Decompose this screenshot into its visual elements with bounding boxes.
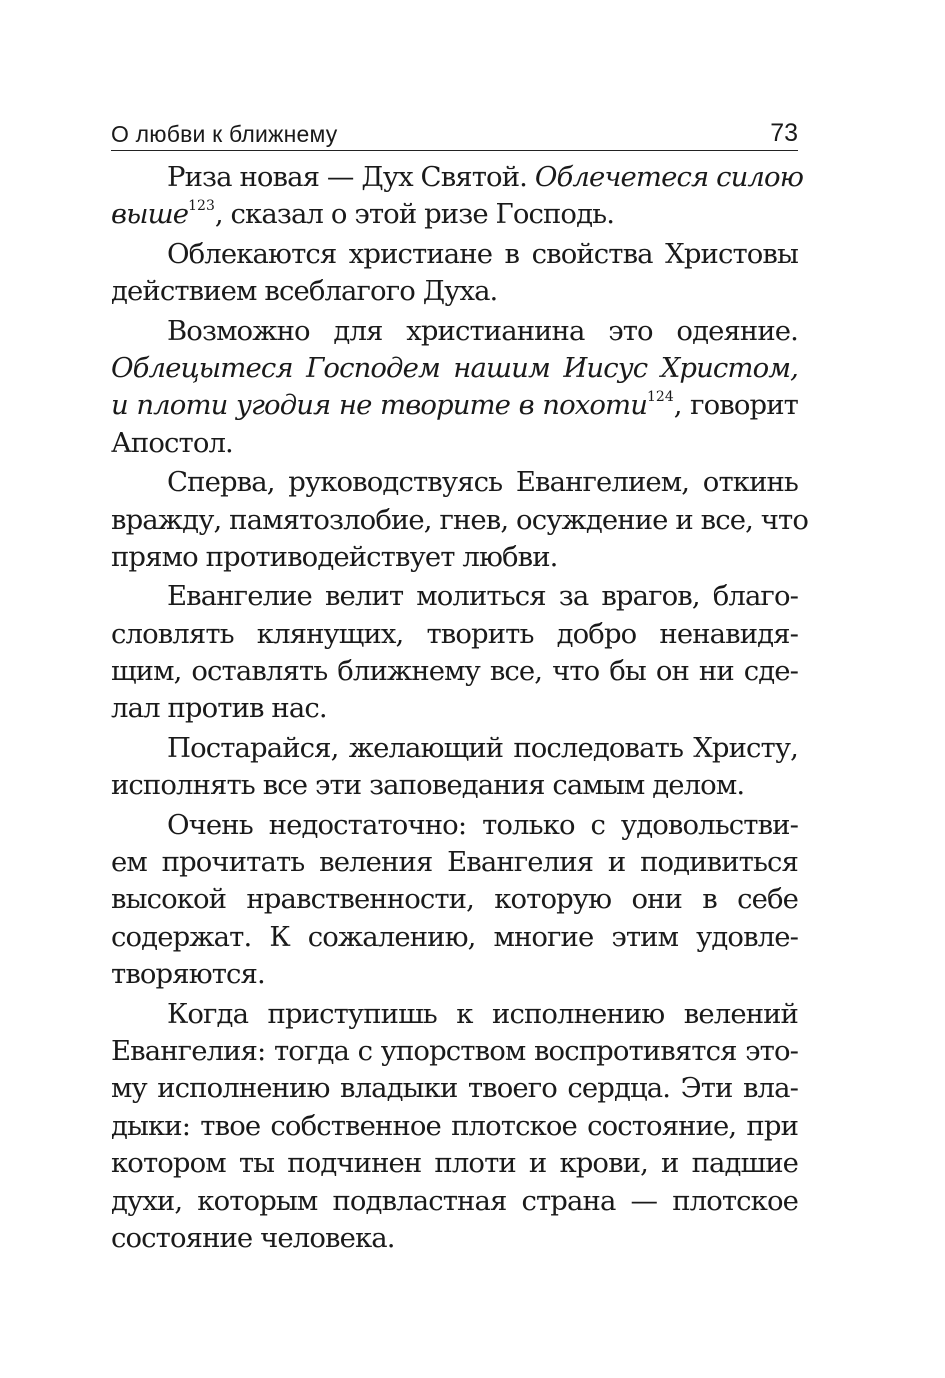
footnote-ref: 123 [188, 198, 215, 215]
text-line: Евангелие велит молиться за врагов, благо- [167, 580, 798, 613]
paragraph [111, 996, 798, 1258]
text-line: Когда приступишь к исполнению велений [167, 997, 798, 1030]
page-number: 73 [770, 119, 798, 147]
text-line: Риза новая — Дух Святой. Облечетеся силою [167, 161, 803, 193]
text-line: ем прочитать веления Евангелия и подивиться [111, 846, 798, 879]
text-line: состояние человека. [111, 1221, 395, 1254]
text-line: лал против нас. [111, 692, 327, 725]
text-line: словлять клянущих, творить добро ненавидя- [111, 617, 798, 650]
text-line: содержат. К сожалению, многие этим удовле- [111, 920, 798, 953]
paragraph [111, 464, 809, 576]
text-line: Облецытеся Господем нашим Иисус Христом, [111, 351, 798, 384]
text-line: щим, оставлять ближнему все, что бы он ни сде- [111, 655, 798, 688]
book-page [111, 112, 809, 1259]
text-line: духи, которым подвластная страна — плотское [111, 1184, 798, 1217]
text-line: высокой нравственности, которую они в себе [111, 883, 798, 916]
running-header [111, 112, 798, 151]
text-line: творяются. [111, 958, 265, 991]
text-line: Облекаются христиане в свойства Христовы [167, 237, 798, 270]
page-body [111, 159, 809, 1257]
text-line: выше$^{123}$, сказал о этой ризе Господь. [111, 198, 615, 231]
text-line: Сперва, руководствуясь Евангелием, откинь [167, 466, 798, 499]
text-line: Очень недостаточно: только с удовольстви- [167, 808, 798, 841]
text-line: Апостол. [111, 426, 233, 459]
text-line: Евангелия: тогда с упорством воспротивятся это- [111, 1034, 798, 1067]
text-line: прямо противодействует любви. [111, 540, 558, 573]
text-line: котором ты подчинен плоти и крови, и падшие [111, 1147, 798, 1180]
text-line: и плоти угодия не творите в похоти$^{124}$, говорит [111, 389, 798, 422]
text-line: исполнять все эти заповедания самым делом. [111, 769, 745, 802]
section-title: О любви к ближнему [111, 121, 338, 147]
footnote-ref: 124 [647, 389, 674, 406]
text-line: действием всеблагого Духа. [111, 275, 498, 308]
paragraph [111, 159, 803, 234]
text-line: Постарайся, желающий последовать Христу, [167, 731, 798, 764]
text-line: Возможно для христианина это одеяние. [167, 314, 798, 347]
text-line: му исполнению владыки твоего сердца. Эти вла- [111, 1072, 798, 1105]
text-line: вражду, памятозлобие, гнев, осуждение и все, что [111, 503, 809, 536]
paragraph [111, 807, 798, 994]
paragraph [111, 730, 798, 805]
paragraph [111, 313, 798, 463]
paragraph [111, 578, 798, 728]
text-line: дыки: твое собственное плотское состояние, при [111, 1109, 798, 1142]
paragraph [111, 236, 798, 311]
